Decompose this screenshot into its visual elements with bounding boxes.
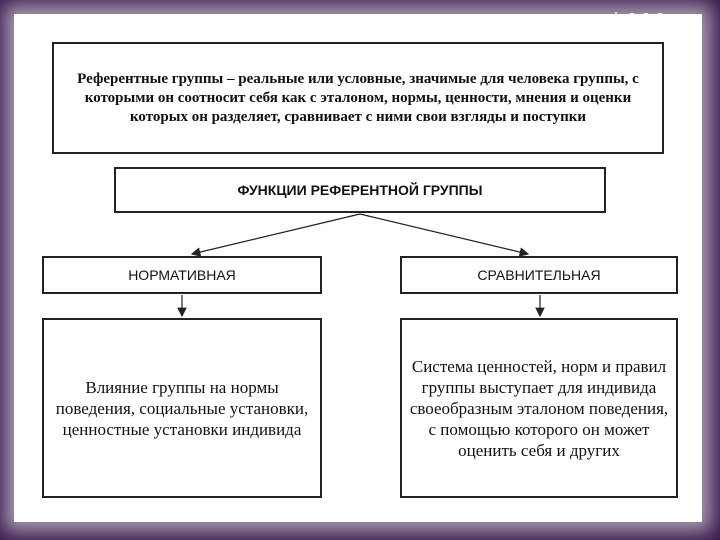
comparative-box [400,256,678,294]
decorative-dots-icon [612,8,682,78]
slide-frame [14,14,702,522]
normative-box [42,256,322,294]
normative-title: НОРМАТИВНАЯ [128,267,236,283]
arrow-to-normative [192,214,360,254]
definition-box [52,42,664,154]
normative-description: Влияние группы на нормы поведения, социальные установки, ценностные установки индивида [55,377,309,439]
functions-title-box [114,167,606,213]
comparative-description-box [400,318,678,498]
comparative-description: Система ценностей, норм и правил группы выступает для индивида своеобразным эталоном поведения, с помощью которого он может оценить себя и других [409,356,669,460]
normative-description-box [42,318,322,498]
definition-text: Референтные группы – реальные или условные, значимые для человека группы, с которыми он соотносит себя как с эталоном, нормы, ценности, мнения и оценки которых он разделяет, сравнивает с ними свои взгляды и поступки [77,70,639,125]
arrow-to-comparative [360,214,528,254]
comparative-title: СРАВНИТЕЛЬНАЯ [477,267,601,283]
functions-title: ФУНКЦИИ РЕФЕРЕНТНОЙ ГРУППЫ [237,182,483,198]
